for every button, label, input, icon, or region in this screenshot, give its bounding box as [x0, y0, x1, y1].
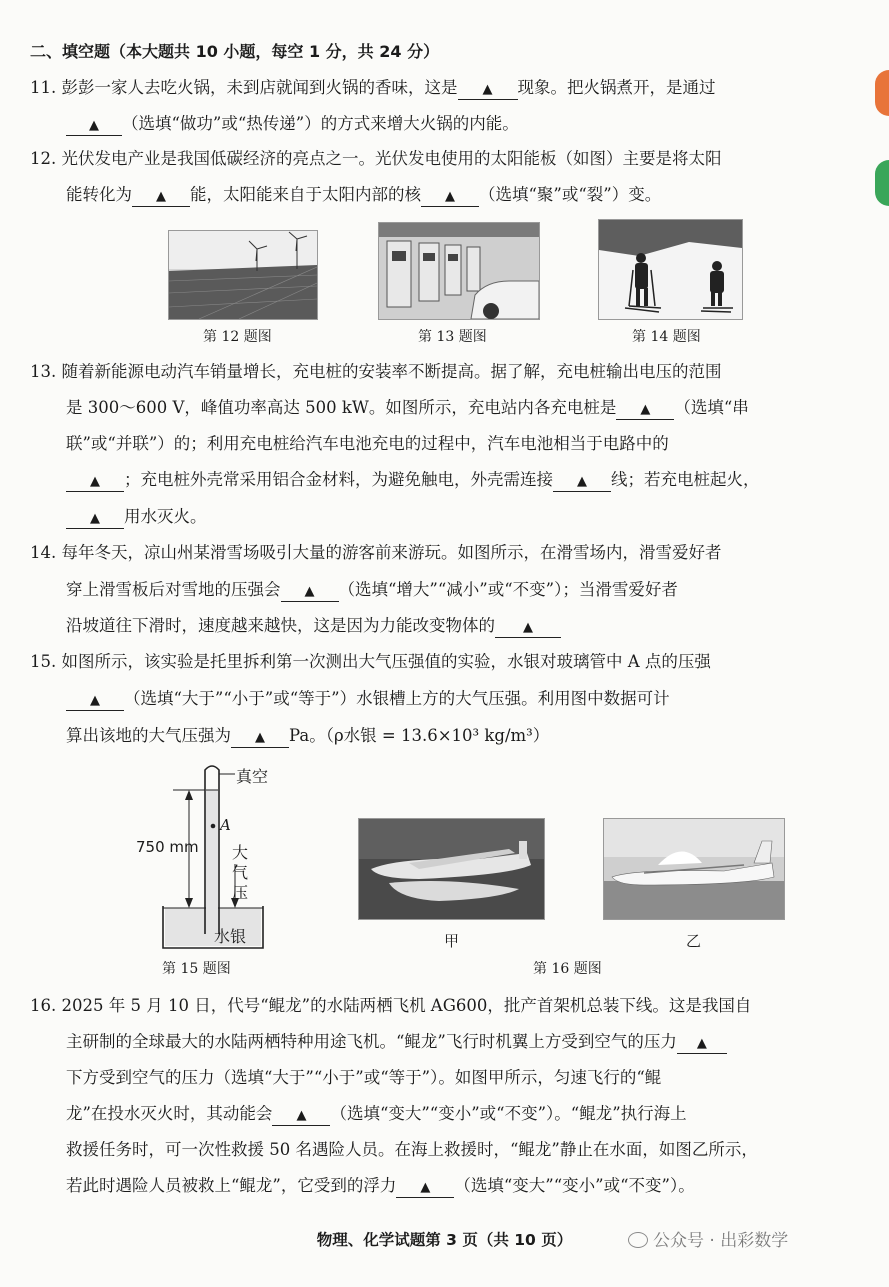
edge-tab-green	[875, 160, 889, 206]
figure-14-ski-photo	[598, 219, 743, 320]
figure-12-caption: 第 12 题图	[203, 329, 272, 345]
answer-blank[interactable]: ▲	[132, 186, 190, 207]
q13-line2: 是 300～600 V，峰值功率高达 500 kW。如图所示，充电站内各充电桩是 ▲ （选填“串	[66, 396, 749, 420]
q12-line1: 12. 光伏发电产业是我国低碳经济的亮点之一。光伏发电使用的太阳能板（如图）主要是将太阳	[30, 149, 722, 168]
wechat-icon	[628, 1232, 648, 1248]
figure-16-jia-photo	[358, 818, 545, 920]
q15-line2: ▲ （选填“大于”“小于”或“等于”）水银槽上方的大气压强。利用图中数据可计	[66, 687, 670, 711]
page-footer: 物理、化学试题第 3 页（共 10 页）	[316, 1231, 573, 1249]
answer-blank[interactable]: ▲	[396, 1177, 454, 1198]
q16-line6: 若此时遇险人员被救上“鲲龙”，它受到的浮力 ▲ （选填“变大”“变小”或“不变”）。	[66, 1174, 695, 1198]
figure-13-charging-photo	[378, 222, 540, 320]
figure-13-caption: 第 13 题图	[418, 329, 487, 345]
q13-line4: ▲ ；充电桩外壳常采用铝合金材料，为避免触电，外壳需连接 ▲ 线；若充电桩起火，	[66, 468, 760, 492]
section-title: 二、填空题（本大题共 10 小题，每空 1 分，共 24 分）	[30, 42, 440, 61]
figure-14-caption: 第 14 题图	[632, 329, 701, 345]
q11-line2: ▲ （选填“做功”或“热传递”）的方式来增大火锅的内能。	[66, 112, 519, 136]
figure-12-solar-photo	[168, 230, 318, 320]
answer-blank[interactable]: ▲	[677, 1033, 727, 1054]
watermark: 公众号 · 出彩数学	[628, 1226, 788, 1251]
q15-line3: 算出该地的大气压强为 ▲ Pa。（ρ水银 = 13.6×10³ kg/m³）	[66, 724, 549, 748]
figure-15-torricelli-diagram	[125, 760, 285, 952]
answer-blank[interactable]: ▲	[421, 186, 479, 207]
q11-line1: 11. 彭彭一家人去吃火锅，未到店就闻到火锅的香味，这是 ▲ 现象。把火锅煮开，是通过	[30, 76, 716, 100]
pressure-label-3: 压	[232, 883, 249, 902]
q14-line2: 穿上滑雪板后对雪地的压强会 ▲ （选填“增大”“减小”或“不变”）；当滑雪爱好者	[66, 578, 678, 602]
answer-blank[interactable]: ▲	[495, 617, 561, 638]
q16-line5: 救援任务时，可一次性救援 50 名遇险人员。在海上救援时，“鲲龙”静止在水面，如图乙所示，	[66, 1140, 758, 1159]
answer-blank[interactable]: ▲	[272, 1105, 330, 1126]
answer-blank[interactable]: ▲	[66, 508, 124, 529]
answer-blank[interactable]: ▲	[231, 727, 289, 748]
q13-line3: 联”或“并联”）的；利用充电桩给汽车电池充电的过程中，汽车电池相当于电路中的	[66, 434, 669, 453]
q16-line2: 主研制的全球最大的水陆两栖特种用途飞机。“鲲龙”飞行时机翼上方受到空气的压力 ▲	[66, 1030, 727, 1054]
figure-16-jia-label: 甲	[444, 932, 460, 950]
figure-16-caption: 第 16 题图	[533, 961, 602, 977]
answer-blank[interactable]: ▲	[66, 471, 124, 492]
answer-blank[interactable]: ▲	[458, 79, 518, 100]
answer-blank[interactable]: ▲	[66, 690, 124, 711]
q16-line4: 龙”在投水灭火时，其动能会 ▲ （选填“变大”“变小”或“不变”）。“鲲龙”执行海上	[66, 1102, 687, 1126]
answer-blank[interactable]: ▲	[66, 115, 122, 136]
point-a-label: A	[220, 816, 231, 834]
q13-line5: ▲ 用水灭火。	[66, 505, 207, 529]
q15-line1: 15. 如图所示，该实验是托里拆利第一次测出大气压强值的实验，水银对玻璃管中 A 点的压强	[30, 652, 711, 671]
edge-tab-orange	[875, 70, 889, 116]
vacuum-label: 真空	[236, 767, 269, 786]
pressure-label-1: 大	[232, 843, 249, 862]
q14-line1: 14. 每年冬天，凉山州某滑雪场吸引大量的游客前来游玩。如图所示，在滑雪场内，滑雪爱好者	[30, 543, 722, 562]
answer-blank[interactable]: ▲	[616, 399, 674, 420]
height-label: 750 mm	[136, 838, 199, 856]
figure-15-caption: 第 15 题图	[162, 961, 231, 977]
answer-blank[interactable]: ▲	[553, 471, 611, 492]
q12-line2: 能转化为 ▲ 能，太阳能来自于太阳内部的核 ▲ （选填“聚”或“裂”）变。	[66, 183, 661, 207]
point-a-dot	[211, 824, 216, 829]
q16-line3: 下方受到空气的压力（选填“大于”“小于”或“等于”）。如图甲所示，匀速飞行的“鲲	[66, 1068, 662, 1087]
answer-blank[interactable]: ▲	[281, 581, 339, 602]
pressure-label-2: 气	[232, 863, 249, 882]
figure-16-yi-label: 乙	[686, 932, 702, 950]
q13-line1: 13. 随着新能源电动汽车销量增长，充电桩的安装率不断提高。据了解，充电桩输出电压的范围	[30, 362, 722, 381]
q14-line3: 沿坡道往下滑时，速度越来越快，这是因为力能改变物体的 ▲	[66, 614, 561, 638]
q16-line1: 16. 2025 年 5 月 10 日，代号“鲲龙”的水陆两栖飞机 AG600，批产首架机总装下线。这是我国自	[30, 996, 752, 1015]
mercury-label: 水银	[214, 927, 247, 946]
figure-16-yi-photo	[603, 818, 785, 920]
